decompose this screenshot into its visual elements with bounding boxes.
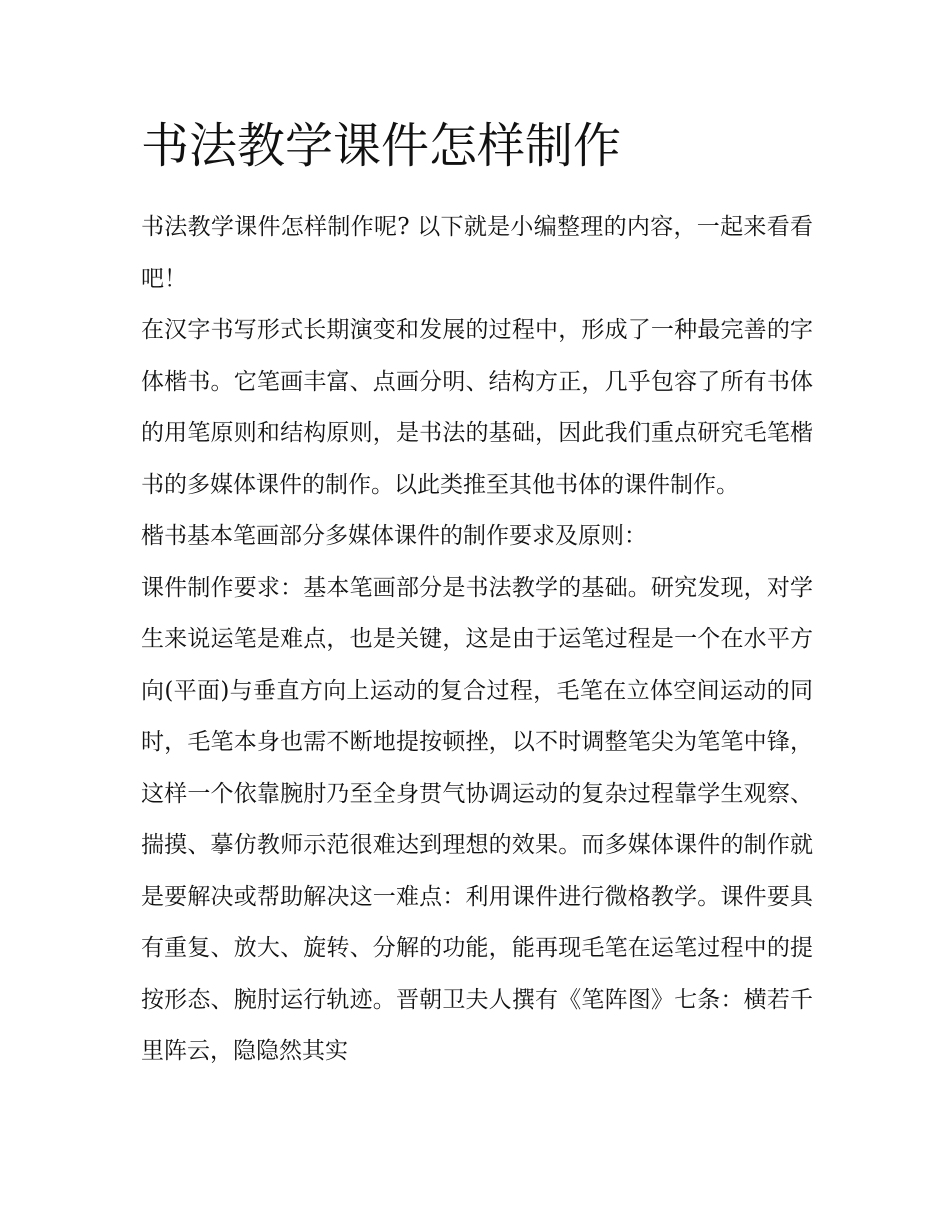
body-paragraph: 课件制作要求：基本笔画部分是书法教学的基础。研究发现，对学生来说运笔是难点，也是关键，这是由于运笔过程是一个在水平方向(平面)与垂直方向上运动的复合过程，毛笔在立体空间运动的同时，毛笔本身也需不断地提按顿挫，以不时调整笔尖为笔笔中锋，这样一个依靠腕肘乃至全身贯气协调运动的复杂过程靠学生观察、揣摸、摹仿教师示范很难达到理想的效果。而多媒体课件的制作就是要解决或帮助解决这一难点：利用课件进行微格教学。课件要具有重复、放大、旋转、分解的功能，能再现毛笔在运笔过程中的提按形态、腕肘运行轨迹。晋朝卫夫人撰有《笔阵图》七条：横若千里阵云，隐隐然其实 (141, 574, 813, 1064)
intro-paragraph: 书法教学课件怎样制作呢? 以下就是小编整理的内容，一起来看看吧！ (141, 214, 813, 292)
section-heading-paragraph: 楷书基本笔画部分多媒体课件的制作要求及原则： (141, 523, 647, 549)
body-paragraph: 在汉字书写形式长期演变和发展的过程中，形成了一种最完善的字体楷书。它笔画丰富、点画分明、结构方正，几乎包容了所有书体的用笔原则和结构原则，是书法的基础，因此我们重点研究毛笔楷书的多媒体课件的制作。以此类推至其他书体的课件制作。 (141, 317, 813, 498)
document-page (141, 112, 813, 1078)
document-title: 书法教学课件怎样制作 (141, 118, 622, 174)
